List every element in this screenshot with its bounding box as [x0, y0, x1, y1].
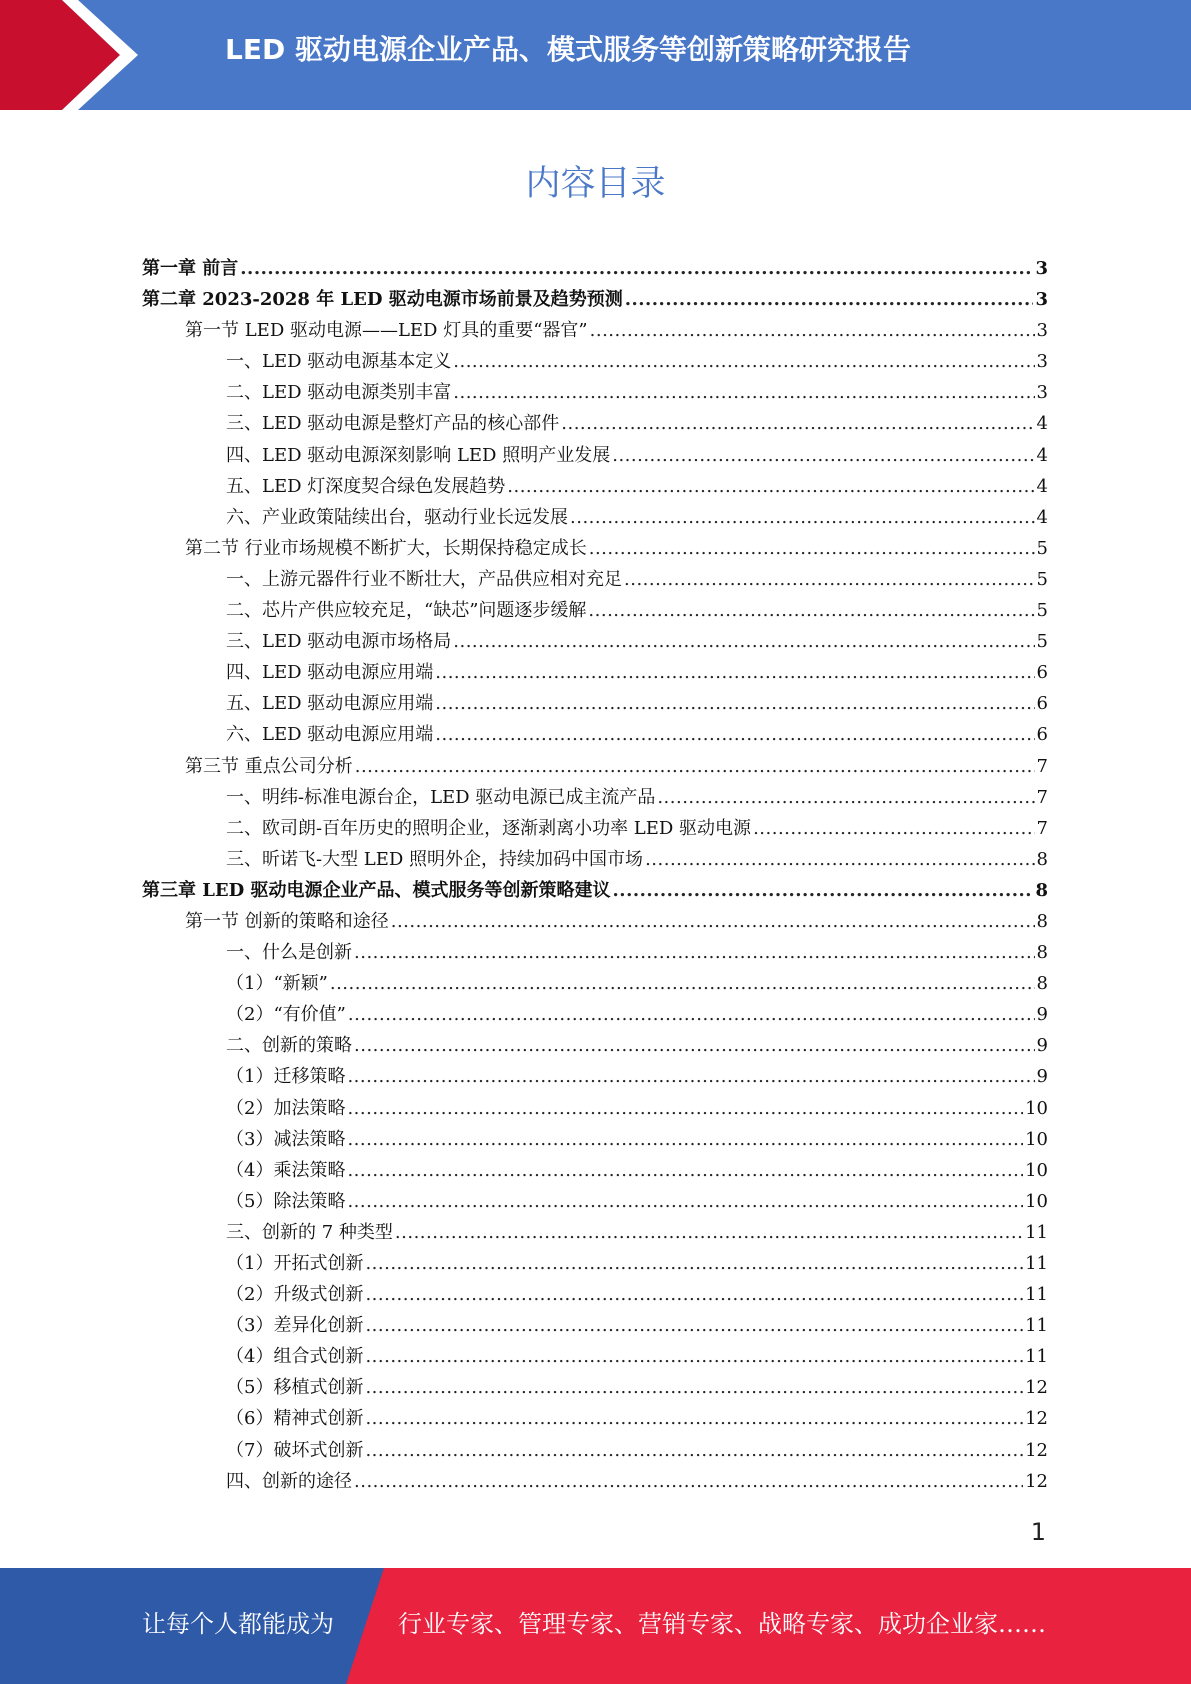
dot-leader	[347, 1155, 1023, 1186]
toc-entry-label: （1）迁移策略	[226, 1066, 346, 1088]
toc-entry-page: 9	[1036, 1035, 1048, 1057]
dot-leader	[588, 595, 1034, 626]
dot-leader	[435, 688, 1034, 719]
dot-leader	[395, 1217, 1023, 1248]
toc-entry[interactable]	[142, 1279, 1048, 1310]
toc-entry-page: 4	[1036, 444, 1048, 466]
toc-entry-label: 一、明纬-标准电源台企，LED 驱动电源已成主流产品	[226, 786, 656, 808]
toc-entry[interactable]	[142, 1093, 1048, 1124]
toc-entry-label: 四、LED 驱动电源应用端	[226, 662, 434, 684]
toc-entry-page: 6	[1036, 693, 1048, 715]
toc-entry[interactable]	[142, 719, 1048, 750]
toc-entry[interactable]	[142, 595, 1048, 626]
toc-entry[interactable]	[142, 1030, 1048, 1061]
dot-leader	[612, 440, 1034, 471]
toc-entry-label: 二、创新的策略	[226, 1035, 352, 1057]
toc-entry[interactable]	[142, 813, 1048, 844]
toc-entry-page: 12	[1025, 1408, 1048, 1430]
toc-entry-label: （2）升级式创新	[226, 1284, 364, 1306]
toc-entry-label: 三、LED 驱动电源是整灯产品的核心部件	[226, 413, 560, 435]
table-of-contents	[142, 253, 1048, 1497]
toc-entry-page: 4	[1036, 475, 1048, 497]
dot-leader	[435, 719, 1034, 750]
toc-entry-page: 8	[1036, 942, 1048, 964]
dot-leader	[354, 937, 1035, 968]
toc-entry-label: 三、创新的 7 种类型	[226, 1221, 393, 1243]
toc-entry-label: （4）乘法策略	[226, 1159, 346, 1181]
toc-entry-page: 11	[1025, 1315, 1048, 1337]
toc-entry[interactable]	[142, 471, 1048, 502]
toc-entry[interactable]	[142, 1466, 1048, 1497]
toc-entry-label: 五、LED 灯深度契合绿色发展趋势	[226, 475, 506, 497]
toc-entry-label: 四、创新的途径	[226, 1470, 352, 1492]
toc-entry[interactable]	[142, 502, 1048, 533]
toc-entry-label: 六、产业政策陆续出台，驱动行业长远发展	[226, 506, 568, 528]
toc-entry[interactable]	[142, 1341, 1048, 1372]
dot-leader	[453, 626, 1034, 657]
toc-entry-page: 9	[1036, 1066, 1048, 1088]
toc-entry-page: 3	[1036, 351, 1048, 373]
toc-entry-label: （1）“新颖”	[226, 973, 328, 995]
toc-entry-page: 3	[1036, 382, 1048, 404]
toc-entry[interactable]	[142, 564, 1048, 595]
report-title: LED 驱动电源企业产品、模式服务等创新策略研究报告	[225, 33, 911, 66]
dot-leader	[348, 999, 1035, 1030]
toc-entry-page: 4	[1036, 506, 1048, 528]
toc-entry-label: 二、芯片产供应较充足，“缺芯”问题逐步缓解	[226, 600, 587, 622]
dot-leader	[645, 844, 1034, 875]
toc-entry[interactable]	[142, 968, 1048, 999]
toc-entry-page: 12	[1025, 1470, 1048, 1492]
toc-entry[interactable]	[142, 1061, 1048, 1092]
toc-entry[interactable]	[142, 346, 1048, 377]
toc-entry-page: 5	[1036, 600, 1048, 622]
toc-entry-label: 第二节 行业市场规模不断扩大，长期保持稳定成长	[185, 537, 587, 559]
toc-entry[interactable]	[142, 440, 1048, 471]
toc-entry-page: 3	[1035, 289, 1048, 311]
toc-entry-label: 四、LED 驱动电源深刻影响 LED 照明产业发展	[226, 444, 611, 466]
toc-entry-label: （4）组合式创新	[226, 1346, 364, 1368]
toc-entry-page: 8	[1036, 848, 1048, 870]
toc-entry-label: 第一节 LED 驱动电源——LED 灯具的重要“器官”	[185, 320, 588, 342]
toc-entry-page: 12	[1025, 1439, 1048, 1461]
toc-entry[interactable]	[142, 315, 1048, 346]
toc-entry[interactable]	[142, 1310, 1048, 1341]
toc-entry[interactable]	[142, 937, 1048, 968]
toc-entry-page: 8	[1036, 973, 1048, 995]
toc-entry-page: 3	[1036, 320, 1048, 342]
toc-entry-page: 7	[1036, 786, 1048, 808]
toc-entry-page: 7	[1036, 755, 1048, 777]
toc-entry-page: 7	[1036, 817, 1048, 839]
toc-entry-label: 一、LED 驱动电源基本定义	[226, 351, 452, 373]
toc-entry-label: 三、LED 驱动电源市场格局	[226, 631, 452, 653]
toc-entry-label: （5）除法策略	[226, 1190, 346, 1212]
toc-entry-page: 6	[1036, 724, 1048, 746]
dot-leader	[347, 1061, 1034, 1092]
toc-entry[interactable]	[142, 751, 1048, 782]
toc-entry[interactable]	[142, 1403, 1048, 1434]
dot-leader	[589, 533, 1035, 564]
toc-entry[interactable]	[142, 688, 1048, 719]
toc-entry-page: 8	[1036, 910, 1048, 932]
toc-entry-page: 10	[1025, 1128, 1048, 1150]
chevron-arrow-icon	[0, 0, 160, 110]
footer-slogan: 让每个人都能成为	[142, 1610, 334, 1638]
toc-entry[interactable]	[142, 657, 1048, 688]
toc-entry-label: 二、LED 驱动电源类别丰富	[226, 382, 452, 404]
toc-entry[interactable]	[142, 782, 1048, 813]
dot-leader	[365, 1341, 1023, 1372]
toc-entry[interactable]	[142, 1248, 1048, 1279]
toc-entry[interactable]	[142, 1372, 1048, 1403]
toc-entry[interactable]	[142, 253, 1048, 284]
toc-entry-page: 6	[1036, 662, 1048, 684]
dot-leader	[590, 315, 1035, 346]
dot-leader	[625, 284, 1034, 315]
dot-leader	[365, 1435, 1023, 1466]
dot-leader	[365, 1403, 1023, 1434]
toc-entry-label: （3）减法策略	[226, 1128, 346, 1150]
dot-leader	[753, 813, 1034, 844]
toc-entry-label: 第一章 前言	[142, 258, 239, 279]
toc-entry[interactable]	[142, 1186, 1048, 1217]
footer-roles: 行业专家、管理专家、营销专家、战略专家、成功企业家……	[398, 1610, 1046, 1638]
toc-entry[interactable]	[142, 626, 1048, 657]
toc-entry-page: 12	[1025, 1377, 1048, 1399]
dot-leader	[435, 657, 1034, 688]
dot-leader	[453, 377, 1034, 408]
dot-leader	[365, 1372, 1023, 1403]
dot-leader	[657, 782, 1034, 813]
toc-entry-label: 第一节 创新的策略和途径	[185, 910, 389, 932]
toc-entry-label: （6）精神式创新	[226, 1408, 364, 1430]
toc-entry-label: 五、LED 驱动电源应用端	[226, 693, 434, 715]
footer-banner	[0, 1568, 1191, 1684]
dot-leader	[354, 1466, 1023, 1497]
toc-entry[interactable]	[142, 875, 1048, 906]
toc-entry[interactable]	[142, 1155, 1048, 1186]
dot-leader	[365, 1248, 1023, 1279]
toc-entry-label: （3）差异化创新	[226, 1315, 364, 1337]
toc-entry-label: 一、什么是创新	[226, 942, 352, 964]
toc-entry-page: 4	[1036, 413, 1048, 435]
dot-leader	[507, 471, 1034, 502]
toc-entry[interactable]	[142, 1124, 1048, 1155]
toc-heading: 内容目录	[525, 164, 666, 204]
dot-leader	[355, 751, 1035, 782]
toc-entry-label: （2）“有价值”	[226, 1004, 346, 1026]
dot-leader	[561, 408, 1034, 439]
dot-leader	[365, 1279, 1023, 1310]
toc-entry[interactable]	[142, 1217, 1048, 1248]
dot-leader	[365, 1310, 1023, 1341]
toc-entry-label: （1）开拓式创新	[226, 1253, 364, 1274]
toc-entry-label: 三、昕诺飞-大型 LED 照明外企，持续加码中国市场	[226, 848, 644, 870]
toc-entry-page: 3	[1035, 258, 1048, 279]
toc-entry[interactable]	[142, 1435, 1048, 1466]
toc-entry-page: 11	[1025, 1221, 1048, 1243]
toc-entry[interactable]	[142, 844, 1048, 875]
dot-leader	[347, 1093, 1023, 1124]
toc-entry-label: 第三章 LED 驱动电源企业产品、模式服务等创新策略建议	[142, 879, 611, 901]
page-number: 1	[1030, 1518, 1046, 1546]
toc-entry-page: 11	[1025, 1284, 1048, 1306]
toc-entry-label: （2）加法策略	[226, 1097, 346, 1119]
toc-entry-label: （7）破坏式创新	[226, 1439, 364, 1461]
dot-leader	[240, 253, 1033, 284]
dot-leader	[347, 1186, 1023, 1217]
toc-entry-page: 9	[1036, 1004, 1048, 1026]
toc-entry-page: 5	[1036, 631, 1048, 653]
dot-leader	[330, 968, 1035, 999]
dot-leader	[624, 564, 1035, 595]
dot-leader	[347, 1124, 1023, 1155]
toc-entry[interactable]	[142, 284, 1048, 315]
toc-entry-label: 第二章 2023-2028 年 LED 驱动电源市场前景及趋势预测	[142, 289, 623, 311]
header-banner	[0, 0, 1191, 110]
toc-entry-page: 11	[1025, 1346, 1048, 1368]
toc-entry-label: （5）移植式创新	[226, 1377, 364, 1399]
toc-entry-page: 11	[1025, 1253, 1048, 1274]
dot-leader	[354, 1030, 1035, 1061]
toc-entry-label: 六、LED 驱动电源应用端	[226, 724, 434, 746]
toc-entry[interactable]	[142, 999, 1048, 1030]
toc-entry-page: 5	[1036, 537, 1048, 559]
toc-entry-page: 10	[1025, 1159, 1048, 1181]
toc-entry-page: 8	[1035, 879, 1048, 901]
dot-leader	[453, 346, 1034, 377]
toc-entry-label: 二、欧司朗-百年历史的照明企业，逐渐剥离小功率 LED 驱动电源	[226, 817, 752, 839]
toc-entry-page: 10	[1025, 1190, 1048, 1212]
toc-entry-page: 5	[1036, 568, 1048, 590]
toc-entry[interactable]	[142, 533, 1048, 564]
toc-entry-label: 第三节 重点公司分析	[185, 755, 353, 777]
dot-leader	[613, 875, 1034, 906]
dot-leader	[570, 502, 1035, 533]
toc-entry[interactable]	[142, 408, 1048, 439]
toc-entry[interactable]	[142, 906, 1048, 937]
toc-entry-label: 一、上游元器件行业不断壮大，产品供应相对充足	[226, 568, 622, 590]
toc-entry-page: 10	[1025, 1097, 1048, 1119]
toc-entry[interactable]	[142, 377, 1048, 408]
dot-leader	[391, 906, 1035, 937]
